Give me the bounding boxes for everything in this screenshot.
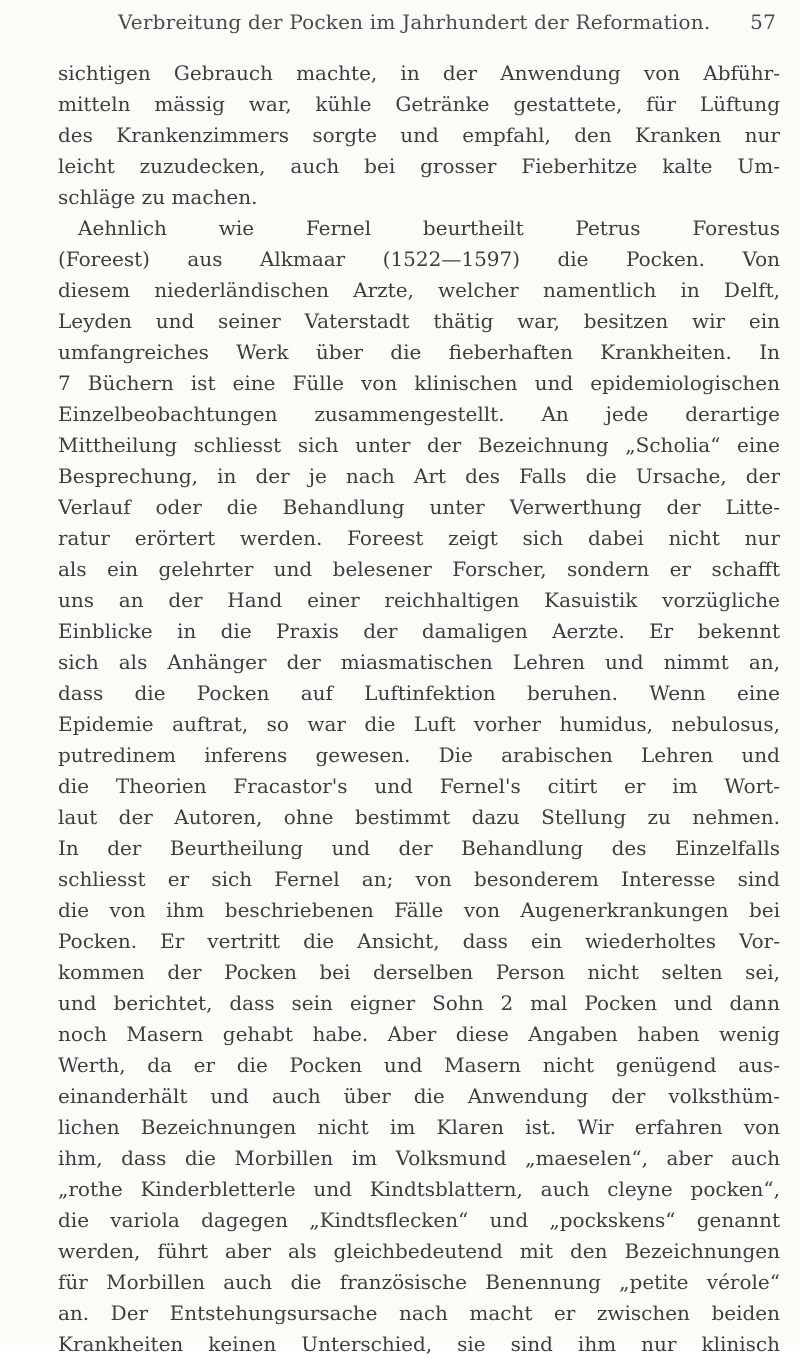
text-line: die von ihm beschriebenen Fälle von Augenerkrankungen bei — [58, 898, 780, 922]
text-line: umfangreiches Werk über die fieberhaften Krankheiten. In — [58, 340, 780, 364]
text-line: Einzelbeobachtungen zusammengestellt. An jede derartige — [58, 402, 780, 426]
text-line: die variola dagegen „Kindtsflecken“ und „pockskens“ genannt — [58, 1208, 780, 1232]
text-line: Verlauf oder die Behandlung unter Verwerthung der Litte- — [58, 495, 780, 519]
text-line: (Foreest) aus Alkmaar (1522—1597) die Pocken. Von — [58, 247, 780, 271]
text-line: einanderhält und auch über die Anwendung der volksthüm- — [58, 1084, 780, 1108]
running-header — [118, 10, 776, 40]
running-title: Verbreitung der Pocken im Jahrhundert der Reformation. — [118, 10, 711, 34]
text-line: für Morbillen auch die französische Benennung „petite vérole“ — [58, 1270, 780, 1294]
body-text — [58, 58, 780, 1360]
text-line: Epidemie auftrat, so war die Luft vorher humidus, nebulosus, — [58, 712, 780, 736]
text-line: Werth, da er die Pocken und Masern nicht genügend aus- — [58, 1053, 780, 1077]
text-line: putredinem inferens gewesen. Die arabischen Lehren und — [58, 743, 780, 767]
text-line: an. Der Entstehungsursache nach macht er zwischen beiden — [58, 1301, 780, 1325]
text-line: „rothe Kinderbletterle und Kindtsblattern, auch cleyne pocken“, — [58, 1177, 780, 1201]
text-line: lichen Bezeichnungen nicht im Klaren ist. Wir erfahren von — [58, 1115, 780, 1139]
text-line: Besprechung, in der je nach Art des Falls die Ursache, der — [58, 464, 780, 488]
text-line: schläge zu machen. — [58, 185, 258, 209]
text-line: des Krankenzimmers sorgte und empfahl, den Kranken nur — [58, 123, 780, 147]
text-line: schliesst er sich Fernel an; von besonderem Interesse sind — [58, 867, 780, 891]
text-line: Pocken. Er vertritt die Ansicht, dass ein wiederholtes Vor- — [58, 929, 780, 953]
text-line: uns an der Hand einer reichhaltigen Kasuistik vorzügliche — [58, 588, 780, 612]
text-line: mitteln mässig war, kühle Getränke gestattete, für Lüftung — [58, 92, 780, 116]
text-line: sichtigen Gebrauch machte, in der Anwendung von Abführ- — [58, 61, 780, 85]
text-line: ratur erörtert werden. Foreest zeigt sich dabei nicht nur — [58, 526, 780, 550]
text-line: werden, führt aber als gleichbedeutend mit den Bezeichnungen — [58, 1239, 780, 1263]
text-line: leicht zuzudecken, auch bei grosser Fieberhitze kalte Um- — [58, 154, 780, 178]
text-line: Aehnlich wie Fernel beurtheilt Petrus Forestus — [78, 216, 780, 240]
text-line: Krankheiten keinen Unterschied, sie sind ihm nur klinisch — [58, 1332, 780, 1356]
text-line: und berichtet, dass sein eigner Sohn 2 mal Pocken und dann — [58, 991, 780, 1015]
text-line: die Theorien Fracastor's und Fernel's citirt er im Wort- — [58, 774, 780, 798]
text-line: laut der Autoren, ohne bestimmt dazu Stellung zu nehmen. — [58, 805, 780, 829]
text-line: In der Beurtheilung und der Behandlung des Einzelfalls — [58, 836, 780, 860]
text-line: kommen der Pocken bei derselben Person nicht selten sei, — [58, 960, 780, 984]
text-line: dass die Pocken auf Luftinfektion beruhen. Wenn eine — [58, 681, 780, 705]
text-line: 7 Büchern ist eine Fülle von klinischen und epidemiologischen — [58, 371, 780, 395]
text-line: diesem niederländischen Arzte, welcher namentlich in Delft, — [58, 278, 780, 302]
text-line: als ein gelehrter und belesener Forscher, sondern er schafft — [58, 557, 780, 581]
text-line: noch Masern gehabt habe. Aber diese Angaben haben wenig — [58, 1022, 780, 1046]
text-line: Einblicke in die Praxis der damaligen Aerzte. Er bekennt — [58, 619, 780, 643]
text-line: ihm, dass die Morbillen im Volksmund „maeselen“, aber auch — [58, 1146, 780, 1170]
page-number: 57 — [750, 10, 776, 34]
text-line: Mittheilung schliesst sich unter der Bezeichnung „Scholia“ eine — [58, 433, 780, 457]
text-line: sich als Anhänger der miasmatischen Lehren und nimmt an, — [58, 650, 780, 674]
text-line: Leyden und seiner Vaterstadt thätig war, besitzen wir ein — [58, 309, 780, 333]
